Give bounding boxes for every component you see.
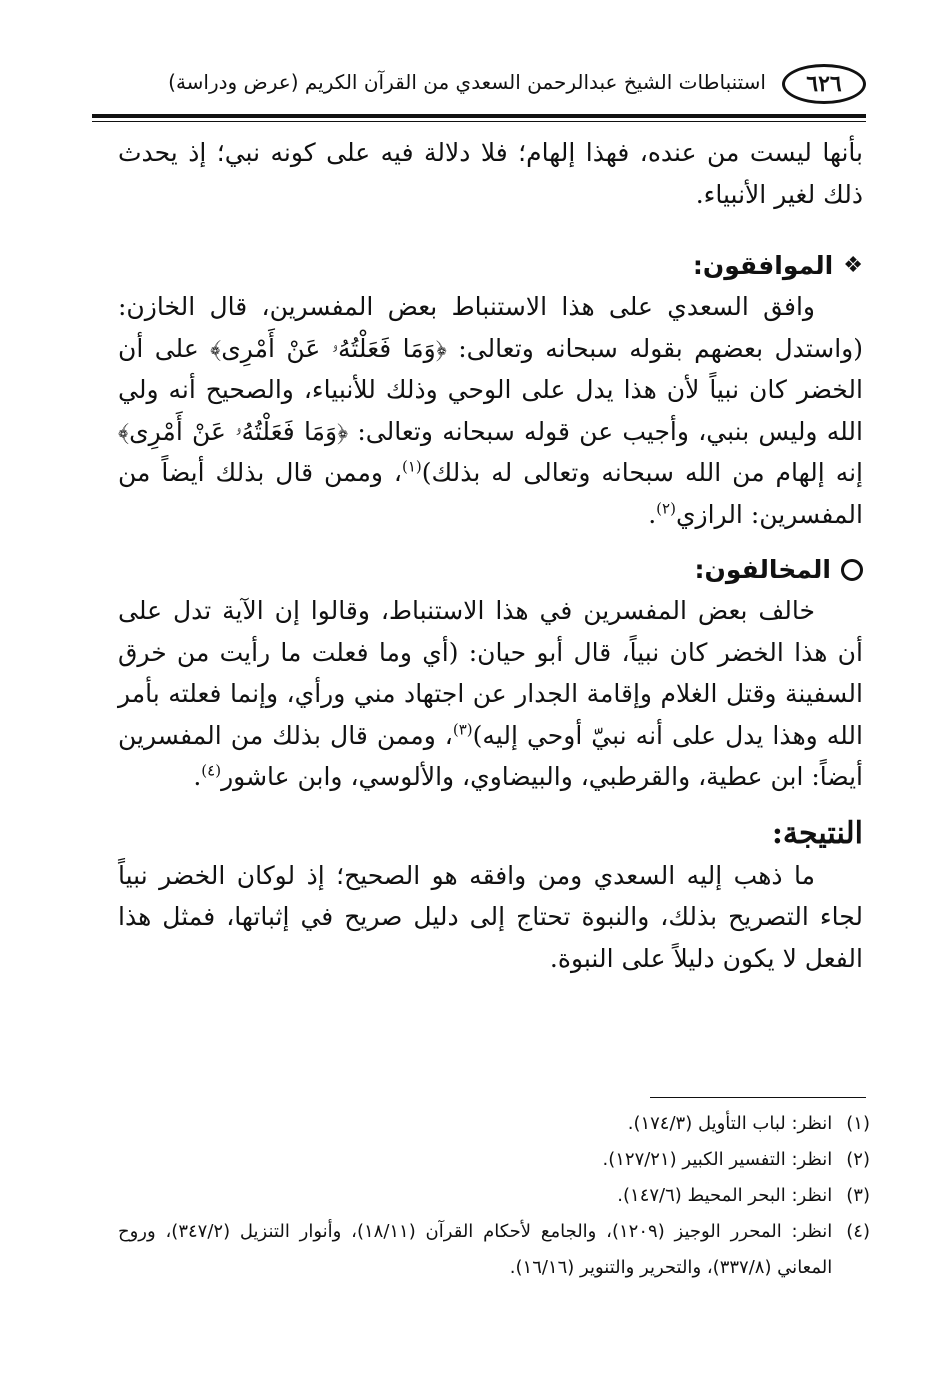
footnote-item [118,1142,870,1178]
page-header [92,62,866,112]
footnote-item [118,1106,870,1142]
footnote-text: انظر: البحر المحيط (١٤٧/٦). [617,1185,833,1206]
circle-icon [841,559,863,581]
footnote-item [118,1214,870,1286]
header-rule-thin [92,121,866,122]
footnote-number: (٤) [846,1221,870,1242]
footnote-number: (٣) [846,1185,870,1206]
agree-text-3: . [648,499,657,529]
footnote-number: (٢) [846,1149,870,1170]
footnote-item [118,1178,870,1214]
page-number: ٦٢٦ [806,71,842,97]
diamond-cluster-icon: ❖ [843,253,863,278]
footnote-ref-2: (٢) [656,499,676,518]
section-heading-agree [118,251,863,280]
result-paragraph: ما ذهب إليه السعدي ومن وافقه هو الصحيح؛ إذ لوكان الخضر نبياً لجاء التصريح بذلك، والنبوة تحتاج إلى دليل صريح في إثباتها، فمثل هذا الفعل لا يكون دليلاً على النبوة. [118,860,863,973]
agree-paragraph [118,286,863,535]
page-number-badge [782,64,866,104]
footnotes [118,1106,870,1286]
result-heading: النتيجة: [771,815,863,851]
footnote-text: انظر: المحرر الوجيز (١٢٠٩)، والجامع لأحكام القرآن (١٨/١١)، وأنوار التنزيل (٣٤٧/٢)، وروح المعاني (٣٣٧/٨)، والتحرير والتنوير (١٦/١٦). [118,1221,833,1278]
footnote-ref-3: (٣) [452,720,473,739]
disagree-text-2: ، وممن قال بذلك من المفسرين أيضاً: ابن عطية، والقرطبي، والبيضاوي، والألوسي، وابن عاشور [118,720,863,791]
running-title: استنباطات الشيخ عبدالرحمن السعدي من القرآن الكريم (عرض ودراسة) [168,70,766,94]
main-text [118,132,863,979]
agree-text-1: وافق السعدي على هذا الاستنباط بعض المفسرين، قال الخازن: (واستدل بعضهم بقوله سبحانه وتعالى: ﴿وَمَا فَعَلْتُهُۥ عَنْ أَمْرِى﴾ على أن الخضر كان نبياً لأن هذا يدل على الوحي وذلك للأنبياء، والصحيح أنه ولي الله وليس بنبي، وأجيب عن قوله سبحانه وتعالى: ﴿وَمَا فَعَلْتُهُۥ عَنْ أَمْرِى﴾ إنه إلهام من الله سبحانه وتعالى له بذلك) [118,292,864,487]
footnote-ref-1: (١) [401,457,422,476]
header-rule [92,114,866,118]
footnote-number: (١) [846,1113,870,1134]
disagree-paragraph [118,590,863,798]
agree-heading-label: الموافقون: [692,251,834,280]
disagree-heading-label: المخالفون: [694,555,831,584]
intro-paragraph: بأنها ليست من عنده، فهذا إلهام؛ فلا دلالة فيه على كونه نبي؛ إذ يحدث ذلك لغير الأنبياء. [118,138,863,209]
footnote-separator [650,1097,866,1098]
disagree-text-1: خالف بعض المفسرين في هذا الاستنباط، وقالوا إن الآية تدل على أن هذا الخضر كان نبياً، قال أبو حيان: (أي وما فعلت ما رأيت من خرق السفينة وقتل الغلام وإقامة الجدار عن اجتهاد مني ورأي، وإنما فعلته بأمر الله وهذا يدل على أنه نبيّ أوحي إليه) [118,596,863,750]
section-heading-disagree [118,555,863,584]
agree-text-2: ، وممن قال بذلك أيضاً من المفسرين: الرازي [118,458,863,529]
disagree-text-3: . [193,762,202,791]
footnote-text: انظر: التفسير الكبير (١٢٧/٢١). [602,1149,833,1170]
footnote-ref-4: (٤) [201,761,222,780]
footnote-text: انظر: لباب التأويل (١٧٤/٣). [627,1113,833,1134]
